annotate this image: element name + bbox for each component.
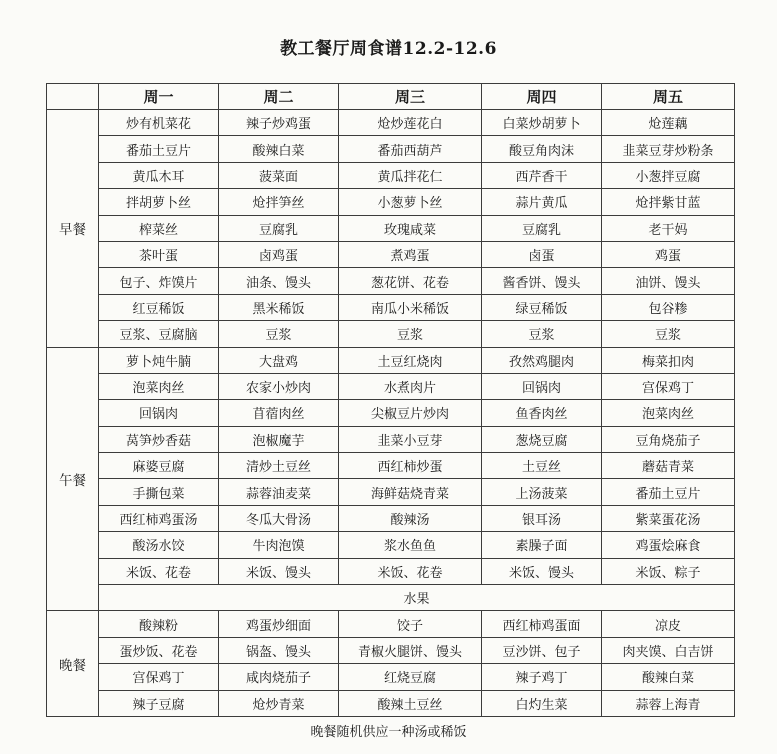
dish-cell: 土豆丝 — [482, 453, 602, 479]
dish-cell: 回锅肉 — [482, 373, 602, 399]
dish-cell: 米饭、花卷 — [99, 558, 219, 584]
dish-cell: 辣子鸡丁 — [482, 664, 602, 690]
dish-cell: 锅盔、馒头 — [219, 637, 339, 663]
dish-cell: 宫保鸡丁 — [602, 373, 735, 399]
dish-cell: 黄瓜拌花仁 — [339, 162, 482, 188]
dish-cell: 酸辣土豆丝 — [339, 690, 482, 716]
meal-label: 午餐 — [47, 347, 99, 611]
dish-cell: 牛肉泡馍 — [219, 532, 339, 558]
dish-cell: 玫瑰咸菜 — [339, 215, 482, 241]
table-row — [47, 373, 735, 399]
table-row — [47, 347, 735, 373]
dish-cell: 莴笋炒香菇 — [99, 426, 219, 452]
dish-cell: 酸辣粉 — [99, 611, 219, 637]
dish-cell: 紫菜蛋花汤 — [602, 505, 735, 531]
dish-cell: 泡菜肉丝 — [99, 373, 219, 399]
dish-cell: 南瓜小米稀饭 — [339, 294, 482, 320]
dish-cell: 油饼、馒头 — [602, 268, 735, 294]
dish-cell: 豆腐乳 — [482, 215, 602, 241]
table-row — [47, 453, 735, 479]
table-row — [47, 479, 735, 505]
table-row — [47, 664, 735, 690]
table-row — [47, 505, 735, 531]
dish-cell: 银耳汤 — [482, 505, 602, 531]
day-header: 周一 — [99, 84, 219, 110]
table-row — [47, 690, 735, 716]
dish-cell: 拌胡萝卜丝 — [99, 189, 219, 215]
dish-cell: 尖椒豆片炒肉 — [339, 400, 482, 426]
table-row — [47, 558, 735, 584]
dish-cell: 水煮肉片 — [339, 373, 482, 399]
header-corner — [47, 84, 99, 110]
dish-cell: 豆沙饼、包子 — [482, 637, 602, 663]
table-row — [47, 136, 735, 162]
dish-cell: 海鲜菇烧青菜 — [339, 479, 482, 505]
dish-cell: 上汤菠菜 — [482, 479, 602, 505]
table-row — [47, 241, 735, 267]
dish-cell: 茶叶蛋 — [99, 241, 219, 267]
header-row — [47, 84, 735, 110]
table-row — [47, 189, 735, 215]
dish-cell: 鸡蛋炒细面 — [219, 611, 339, 637]
dish-cell: 饺子 — [339, 611, 482, 637]
dish-cell: 素臊子面 — [482, 532, 602, 558]
dish-cell: 农家小炒肉 — [219, 373, 339, 399]
dish-cell: 蛋炒饭、花卷 — [99, 637, 219, 663]
dish-cell: 榨菜丝 — [99, 215, 219, 241]
dish-cell: 麻婆豆腐 — [99, 453, 219, 479]
dish-cell: 泡椒魔芋 — [219, 426, 339, 452]
dish-cell: 西红柿鸡蛋面 — [482, 611, 602, 637]
dish-cell: 米饭、花卷 — [339, 558, 482, 584]
dish-cell: 绿豆稀饭 — [482, 294, 602, 320]
dish-cell: 辣子豆腐 — [99, 690, 219, 716]
dish-cell: 酸汤水饺 — [99, 532, 219, 558]
table-row — [47, 426, 735, 452]
dish-cell: 豆腐乳 — [219, 215, 339, 241]
dish-cell: 米饭、馒头 — [482, 558, 602, 584]
dish-cell: 红烧豆腐 — [339, 664, 482, 690]
dish-cell: 手撕包菜 — [99, 479, 219, 505]
dish-cell: 煮鸡蛋 — [339, 241, 482, 267]
dish-cell: 梅菜扣肉 — [602, 347, 735, 373]
dish-cell: 咸肉烧茄子 — [219, 664, 339, 690]
dish-cell: 大盘鸡 — [219, 347, 339, 373]
table-row — [47, 400, 735, 426]
day-header: 周三 — [339, 84, 482, 110]
dish-cell: 老干妈 — [602, 215, 735, 241]
dish-cell: 豆浆、豆腐脑 — [99, 321, 219, 347]
table-row — [47, 110, 735, 136]
dish-cell: 炝炒莲花白 — [339, 110, 482, 136]
dish-cell: 孜然鸡腿肉 — [482, 347, 602, 373]
dish-cell: 豆浆 — [339, 321, 482, 347]
dish-cell: 卤鸡蛋 — [219, 241, 339, 267]
day-header: 周二 — [219, 84, 339, 110]
table-row — [47, 162, 735, 188]
dish-cell: 豆浆 — [219, 321, 339, 347]
dish-cell: 炝拌紫甘蓝 — [602, 189, 735, 215]
dish-cell: 黄瓜木耳 — [99, 162, 219, 188]
table-row — [47, 268, 735, 294]
dish-cell: 鸡蛋烩麻食 — [602, 532, 735, 558]
table-row — [47, 294, 735, 320]
table-row — [47, 611, 735, 637]
meal-label: 早餐 — [47, 110, 99, 348]
dish-cell: 白菜炒胡萝卜 — [482, 110, 602, 136]
dish-cell: 番茄土豆片 — [602, 479, 735, 505]
dish-cell: 苜蓿肉丝 — [219, 400, 339, 426]
dish-cell: 鸡蛋 — [602, 241, 735, 267]
dish-cell: 泡菜肉丝 — [602, 400, 735, 426]
dish-cell: 菠菜面 — [219, 162, 339, 188]
dish-cell: 宫保鸡丁 — [99, 664, 219, 690]
dish-cell: 西红柿炒蛋 — [339, 453, 482, 479]
dish-cell: 西芹香干 — [482, 162, 602, 188]
dish-cell: 冬瓜大骨汤 — [219, 505, 339, 531]
dish-cell: 红豆稀饭 — [99, 294, 219, 320]
dish-cell: 酸辣汤 — [339, 505, 482, 531]
dish-cell: 小葱萝卜丝 — [339, 189, 482, 215]
dish-cell: 葱烧豆腐 — [482, 426, 602, 452]
dish-cell: 肉夹馍、白吉饼 — [602, 637, 735, 663]
dish-cell: 清炒土豆丝 — [219, 453, 339, 479]
dish-cell: 白灼生菜 — [482, 690, 602, 716]
dish-cell: 蒜蓉油麦菜 — [219, 479, 339, 505]
dish-cell: 米饭、粽子 — [602, 558, 735, 584]
dish-cell: 炒有机菜花 — [99, 110, 219, 136]
fruit-cell: 水果 — [99, 585, 735, 611]
dish-cell: 韭菜小豆芽 — [339, 426, 482, 452]
dish-cell: 卤蛋 — [482, 241, 602, 267]
table-row — [47, 215, 735, 241]
page-title: 教工餐厅周食谱12.2-12.6 — [280, 39, 497, 59]
dish-cell: 酸辣白菜 — [602, 664, 735, 690]
dish-cell: 回锅肉 — [99, 400, 219, 426]
table-row — [47, 321, 735, 347]
shared-row — [47, 585, 735, 611]
dish-cell: 韭菜豆芽炒粉条 — [602, 136, 735, 162]
dish-cell: 豆浆 — [602, 321, 735, 347]
dish-cell: 豆角烧茄子 — [602, 426, 735, 452]
dish-cell: 萝卜炖牛腩 — [99, 347, 219, 373]
dish-cell: 酸辣白菜 — [219, 136, 339, 162]
footer-note: 晚餐随机供应一种汤或稀饭 — [310, 725, 467, 740]
dish-cell: 蒜片黄瓜 — [482, 189, 602, 215]
meal-label: 晚餐 — [47, 611, 99, 717]
dish-cell: 番茄土豆片 — [99, 136, 219, 162]
dish-cell: 浆水鱼鱼 — [339, 532, 482, 558]
dish-cell: 包子、炸馍片 — [99, 268, 219, 294]
dish-cell: 炝炒青菜 — [219, 690, 339, 716]
dish-cell: 炝拌笋丝 — [219, 189, 339, 215]
dish-cell: 蘑菇青菜 — [602, 453, 735, 479]
dish-cell: 包谷糁 — [602, 294, 735, 320]
dish-cell: 青椒火腿饼、馒头 — [339, 637, 482, 663]
dish-cell: 西红柿鸡蛋汤 — [99, 505, 219, 531]
dish-cell: 豆浆 — [482, 321, 602, 347]
dish-cell: 鱼香肉丝 — [482, 400, 602, 426]
dish-cell: 小葱拌豆腐 — [602, 162, 735, 188]
dish-cell: 黑米稀饭 — [219, 294, 339, 320]
dish-cell: 凉皮 — [602, 611, 735, 637]
day-header: 周五 — [602, 84, 735, 110]
dish-cell: 炝莲藕 — [602, 110, 735, 136]
dish-cell: 酸豆角肉沫 — [482, 136, 602, 162]
dish-cell: 辣子炒鸡蛋 — [219, 110, 339, 136]
weekly-menu-table — [46, 83, 735, 717]
dish-cell: 酱香饼、馒头 — [482, 268, 602, 294]
dish-cell: 蒜蓉上海青 — [602, 690, 735, 716]
dish-cell: 米饭、馒头 — [219, 558, 339, 584]
dish-cell: 葱花饼、花卷 — [339, 268, 482, 294]
dish-cell: 番茄西葫芦 — [339, 136, 482, 162]
dish-cell: 土豆红烧肉 — [339, 347, 482, 373]
table-row — [47, 637, 735, 663]
day-header: 周四 — [482, 84, 602, 110]
dish-cell: 油条、馒头 — [219, 268, 339, 294]
table-row — [47, 532, 735, 558]
